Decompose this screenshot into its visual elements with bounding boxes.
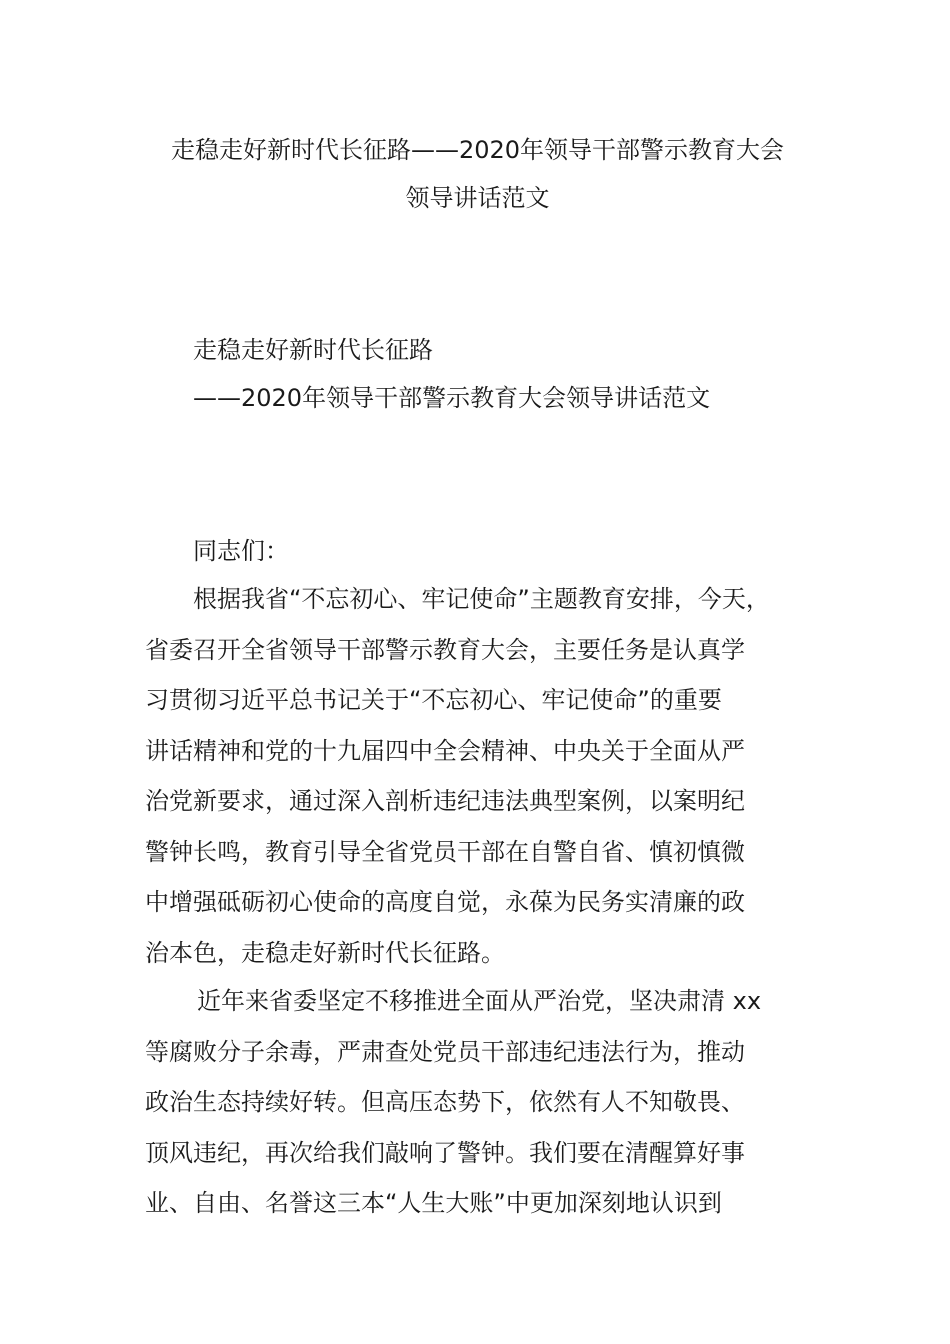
title-line-2: 领导讲话范文	[405, 184, 550, 212]
paragraph-2-line: 近年来省委坚定不移推进全面从严治党，坚决肃清 xx	[197, 987, 762, 1015]
title-line-1: 走稳走好新时代长征路——2020年领导干部警示教育大会	[170, 136, 785, 164]
paragraph-2-line: 政治生态持续好转。但高压态势下，依然有人不知敬畏、	[145, 1088, 745, 1116]
paragraph-1	[145, 574, 810, 978]
paragraph-2-line: 等腐败分子余毒，严肃查处党员干部违纪违法行为，推动	[145, 1037, 745, 1066]
document-subtitle	[193, 326, 710, 422]
paragraph-1-line: 治党新要求，通过深入剖析违纪违法典型案例，以案明纪	[145, 787, 745, 815]
subtitle-line-2: ——2020年领导干部警示教育大会领导讲话范文	[193, 384, 711, 412]
document-title	[145, 126, 810, 222]
paragraph-2-line: 业、自由、名誉这三本“人生大账”中更加深刻地认识到	[145, 1189, 722, 1217]
paragraph-1-line: 中增强砥砺初心使命的高度自觉，永葆为民务实清廉的政	[145, 888, 745, 916]
subtitle-line-1: 走稳走好新时代长征路	[193, 336, 433, 364]
paragraph-2	[145, 976, 810, 1229]
paragraph-2-line: 顶风违纪，再次给我们敲响了警钟。我们要在清醒算好事	[145, 1138, 745, 1167]
paragraph-1-line: 省委召开全省领导干部警示教育大会，主要任务是认真学	[145, 635, 745, 664]
paragraph-1-line: 根据我省“不忘初心、牢记使命”主题教育安排，今天，	[193, 585, 770, 613]
paragraph-1-line: 习贯彻习近平总书记关于“不忘初心、牢记使命”的重要	[145, 686, 722, 714]
paragraph-1-line: 警钟长鸣，教育引导全省党员干部在自警自省、慎初慎微	[145, 837, 745, 866]
paragraph-1-line: 讲话精神和党的十九届四中全会精神、中央关于全面从严	[145, 736, 745, 765]
paragraph-1-line: 治本色，走稳走好新时代长征路。	[145, 938, 505, 967]
greeting: 同志们：	[193, 537, 289, 565]
